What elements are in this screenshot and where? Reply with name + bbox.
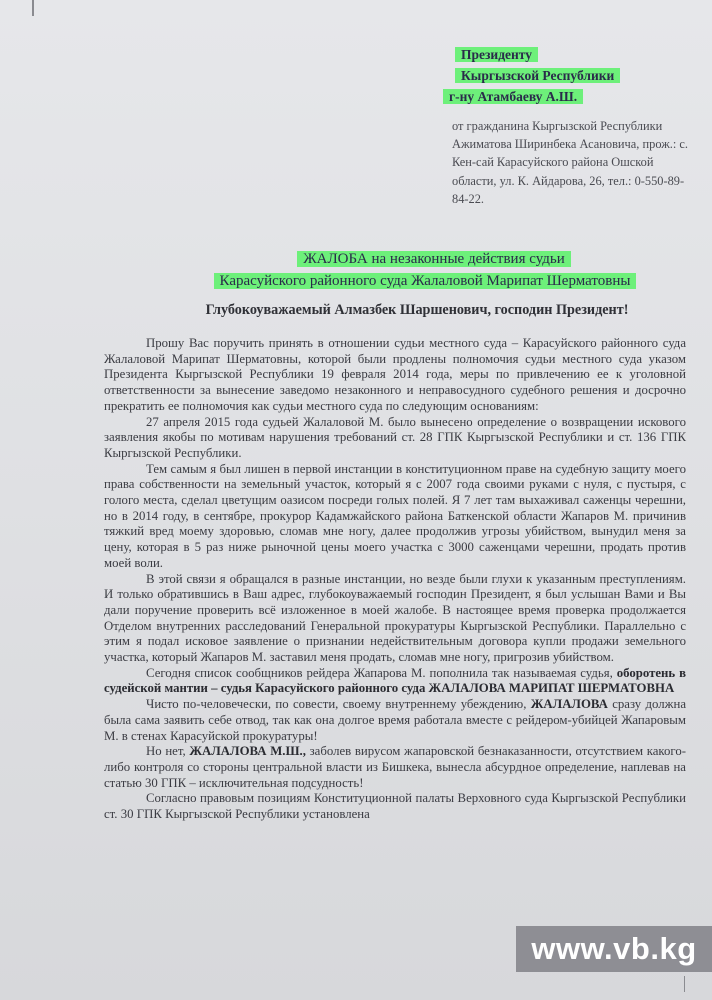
paragraph-6-bold: ЖАЛАЛОВА: [530, 697, 608, 712]
addressee-line-2: Кыргызской Республики: [455, 68, 620, 83]
addressee-block: [449, 44, 683, 107]
paragraph-6-text-a: Чисто по-человечески, по совести, своему внутреннему убеждению,: [146, 697, 531, 712]
complaint-body: [104, 336, 686, 823]
sender-block: от гражданина Кыргызской Республики Ажиматова Ширинбека Асановича, прож.: с. Кен-сай Карасуйского района Ошской области, ул. К. Айдарова, 26, тел.: 0-550-89-84-22.: [452, 119, 688, 206]
paragraph-4: В этой связи я обращался в разные инстанции, но везде были глухи к указанным преступлениям. И только обратившись в Ваш адрес, глубокоуважаемый господин Президент, я был услышан Вами и Вы дали поручение проверить всё изложенное в моей жалобе. В настоящее время проверка продолжается Отделом внутренних расследований Генеральной прокуратуры Кыргызской Республики. Параллельно с этим я подал исковое заявление о признании недействительным договора купли продажи земельного участка, который Жапаров М. заставил меня продать, сломав мне ногу, пригрозив убийством.: [104, 571, 686, 665]
paragraph-7: [104, 744, 686, 791]
paragraph-5: [104, 666, 686, 697]
binding-mark: [32, 0, 34, 16]
paragraph-2: 27 апреля 2015 года судьей Жалаловой М. было вынесено определение о возвращении искового заявления якобы по мотивам нарушения требований ст. 28 ГПК Кыргызской Республики и ст. 136 ГПК Кыргызской Республики.: [104, 414, 686, 460]
paragraph-7-bold: ЖАЛАЛОВА М.Ш.,: [189, 744, 306, 759]
title-line-2: Карасуйского районного суда Жалаловой Марипат Шерматовны: [214, 273, 637, 289]
paragraph-5-bold: оборотень в судейской мантии – судья Карасуйского районного суда ЖАЛАЛОВА МАРИПАТ ШЕРМАТОВНА: [104, 665, 686, 696]
addressee-line-1: Президенту: [455, 47, 538, 62]
paragraph-6: [104, 697, 686, 744]
greeting: Глубокоуважаемый Алмазбек Шаршенович, господин Президент!: [205, 302, 629, 318]
paragraph-1: Прошу Вас поручить принять в отношении судьи местного суда – Карасуйского районного суда Жалаловой Марипат Шерматовны, которой были продлены полномочия судьи местного суда указом Президента Кыргызской Республики 19 февраля 2014 года, меры по привлечению ее к уголовной ответственности за вынесение заведомо незаконного и неправосудного судебного решения и досрочно прекратить ее полномочия как судьи местного суда по следующим основаниям:: [104, 336, 686, 413]
title-line-1: ЖАЛОБА на незаконные действия судьи: [297, 251, 571, 267]
page-edge-mark: [684, 976, 685, 992]
paragraph-5-text: Сегодня список сообщников рейдера Жапарова М. пополнила так называемая судья,: [146, 665, 617, 680]
paragraph-8: Согласно правовым позициям Конституционной палаты Верховного суда Кыргызской Республики ст. 30 ГПК Кыргызской Республики установлена: [104, 791, 686, 822]
site-watermark: www.vb.kg: [516, 926, 712, 972]
addressee-line-3: г-ну Атамбаеву А.Ш.: [443, 89, 583, 104]
paragraph-7-text-b: заболев вирусом жапаровской безнаказанности, отсутствием какого-либо контроля со стороны центральной власти из Бишкека, вынесла абсурдное определение, наплевав на статью 30 ГПК – исключительная подсудность!: [104, 744, 686, 790]
paragraph-6-text-b: сразу должна была сама заявить себе отвод, так как она долгое время работала вместе с рейдером-убийцей Жапаровым М. в стенах Карасуйской прокуратуры!: [104, 697, 686, 743]
paragraph-3: Тем самым я был лишен в первой инстанции в конституционном праве на судебную защиту моего права собственности на земельный участок, который я с 2007 года своими руками с нуля, с пустыря, с голого места, сделал цветущим оазисом посреди голых полей. Я 7 лет там выхаживал саженцы черешни, но в 2014 году, в сентябре, прокурор Кадамжайского района Баткенской области Жапаров М. причинив тяжкий вред моему здоровью, сломав мне ногу, далее продолжив угрозы убийством, вынудил меня за цену, которая в 5 раз ниже рыночной цены моего участка с 3000 саженцами черешни, продать против моей воли.: [104, 461, 686, 570]
complaint-title: [180, 248, 670, 292]
paragraph-7-text-a: Но нет,: [146, 744, 190, 759]
